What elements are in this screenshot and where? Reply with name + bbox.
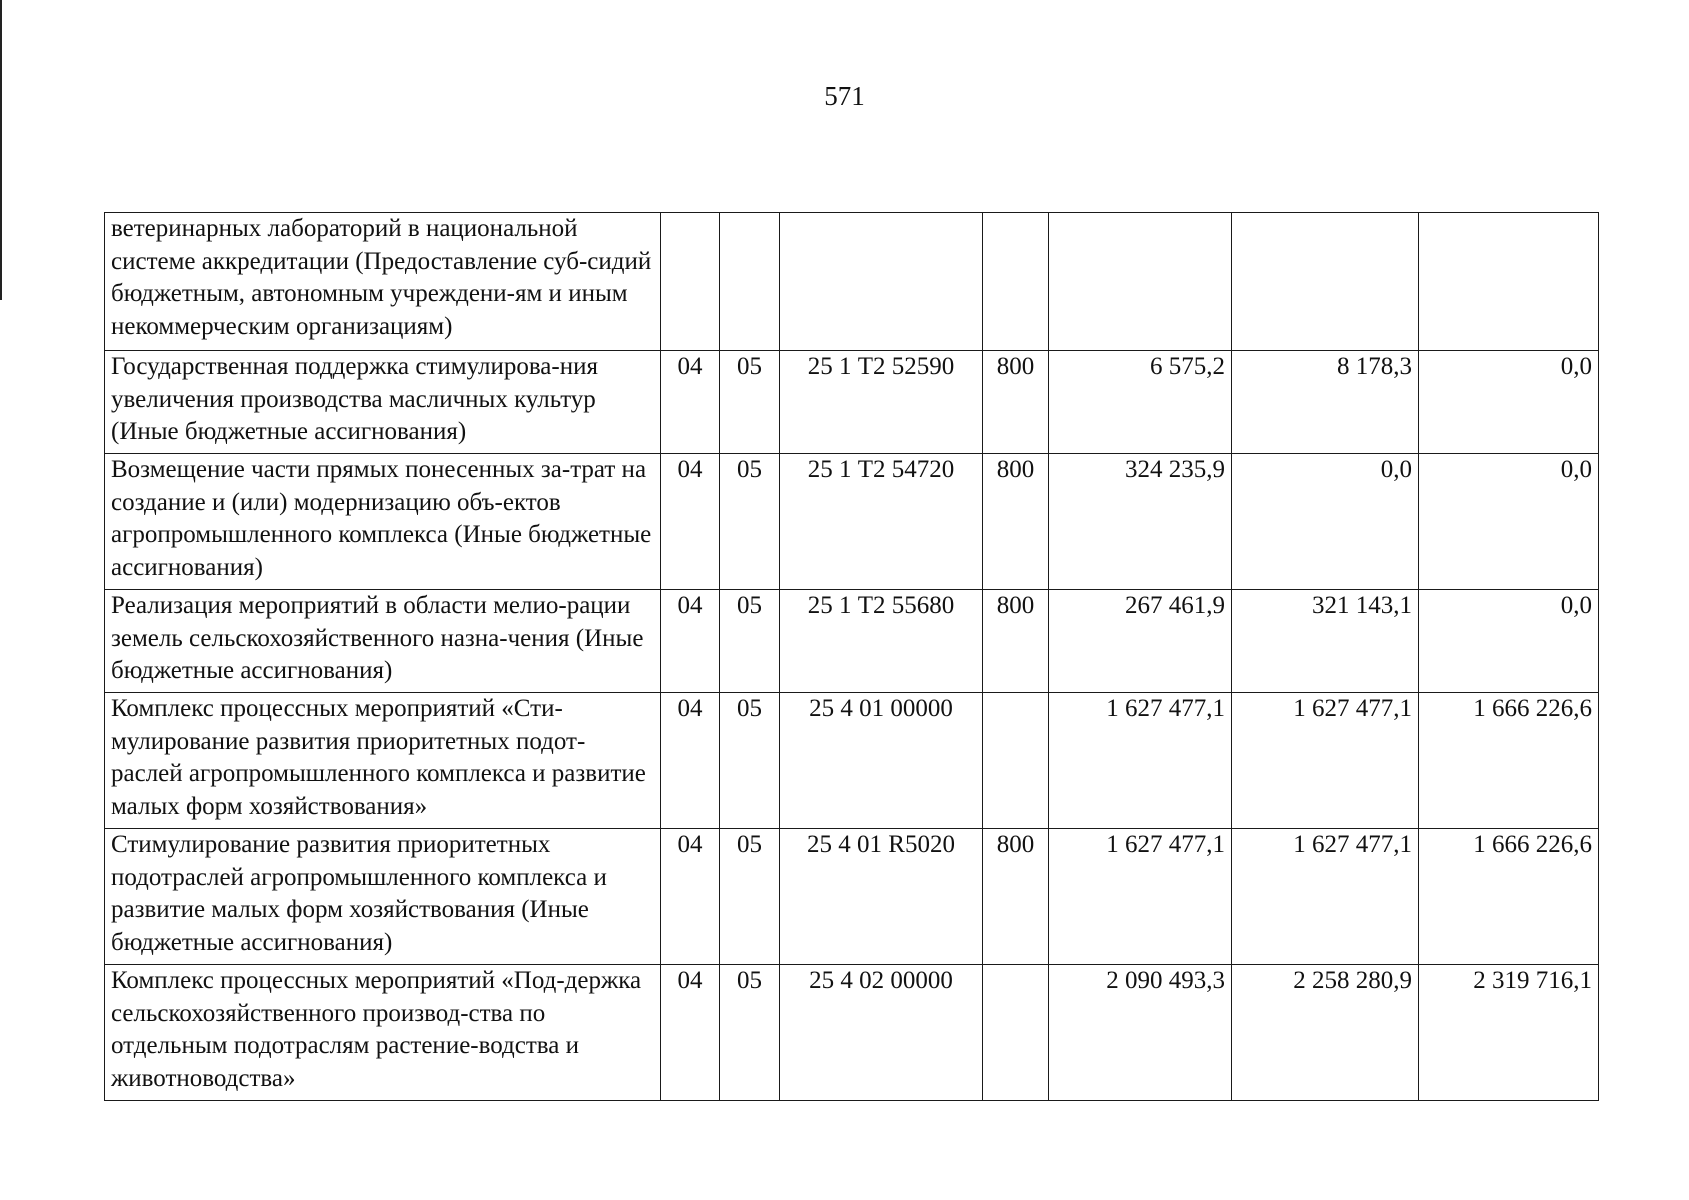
row-amount-3 — [1419, 213, 1599, 351]
row-amount-2: 0,0 — [1232, 454, 1419, 590]
row-description: Возмещение части прямых понесенных за-трат на создание и (или) модернизацию объ-ектов агропромышленного комплекса (Иные бюджетные ассигнования) — [105, 454, 661, 590]
table-row — [105, 213, 1599, 351]
left-edge-tick — [0, 288, 2, 298]
row-description: Реализация мероприятий в области мелио-рации земель сельскохозяйственного назна-чения (Иные бюджетные ассигнования) — [105, 590, 661, 693]
row-amount-1: 267 461,9 — [1049, 590, 1232, 693]
row-amount-2 — [1232, 213, 1419, 351]
row-section: 04 — [661, 965, 720, 1101]
table-row — [105, 693, 1599, 829]
row-expense-type — [983, 213, 1049, 351]
row-amount-3: 1 666 226,6 — [1419, 693, 1599, 829]
row-amount-3: 0,0 — [1419, 351, 1599, 454]
row-amount-1: 2 090 493,3 — [1049, 965, 1232, 1101]
row-subsection: 05 — [720, 351, 780, 454]
row-expense-type: 800 — [983, 454, 1049, 590]
table-row — [105, 454, 1599, 590]
row-section: 04 — [661, 454, 720, 590]
row-subsection: 05 — [720, 829, 780, 965]
row-amount-2: 321 143,1 — [1232, 590, 1419, 693]
table-row — [105, 965, 1599, 1101]
page-number: 571 — [824, 81, 865, 111]
row-amount-1: 6 575,2 — [1049, 351, 1232, 454]
table-row — [105, 829, 1599, 965]
row-section — [661, 213, 720, 351]
row-amount-3: 0,0 — [1419, 590, 1599, 693]
row-description: Комплекс процессных мероприятий «Сти-мулирование развития приоритетных подот-раслей агропромышленного комплекса и развитие малых форм хозяйствования» — [105, 693, 661, 829]
row-description: Стимулирование развития приоритетных подотраслей агропромышленного комплекса и развитие малых форм хозяйствования (Иные бюджетные ассигнования) — [105, 829, 661, 965]
row-subsection: 05 — [720, 965, 780, 1101]
row-target-article: 25 1 Т2 55680 — [780, 590, 983, 693]
budget-table — [104, 212, 1599, 1101]
row-amount-1: 1 627 477,1 — [1049, 829, 1232, 965]
row-expense-type: 800 — [983, 351, 1049, 454]
row-amount-2: 8 178,3 — [1232, 351, 1419, 454]
row-section: 04 — [661, 693, 720, 829]
row-subsection: 05 — [720, 693, 780, 829]
row-expense-type: 800 — [983, 829, 1049, 965]
row-section: 04 — [661, 351, 720, 454]
row-section: 04 — [661, 590, 720, 693]
row-expense-type — [983, 693, 1049, 829]
table-row — [105, 590, 1599, 693]
left-edge-mark — [0, 0, 2, 300]
row-amount-1 — [1049, 213, 1232, 351]
row-description: Комплекс процессных мероприятий «Под-держка сельскохозяйственного производ-ства по отдельным подотраслям растение-водства и животноводства» — [105, 965, 661, 1101]
row-subsection: 05 — [720, 590, 780, 693]
row-target-article: 25 4 01 00000 — [780, 693, 983, 829]
row-subsection: 05 — [720, 454, 780, 590]
row-amount-3: 1 666 226,6 — [1419, 829, 1599, 965]
row-section: 04 — [661, 829, 720, 965]
row-expense-type: 800 — [983, 590, 1049, 693]
row-description: Государственная поддержка стимулирова-ния увеличения производства масличных культур (Иные бюджетные ассигнования) — [105, 351, 661, 454]
row-target-article: 25 4 02 00000 — [780, 965, 983, 1101]
row-amount-2: 2 258 280,9 — [1232, 965, 1419, 1101]
row-target-article: 25 1 Т2 52590 — [780, 351, 983, 454]
row-amount-2: 1 627 477,1 — [1232, 829, 1419, 965]
row-expense-type — [983, 965, 1049, 1101]
row-amount-1: 1 627 477,1 — [1049, 693, 1232, 829]
row-amount-3: 2 319 716,1 — [1419, 965, 1599, 1101]
table-row — [105, 351, 1599, 454]
row-amount-3: 0,0 — [1419, 454, 1599, 590]
row-target-article: 25 4 01 R5020 — [780, 829, 983, 965]
row-amount-2: 1 627 477,1 — [1232, 693, 1419, 829]
row-subsection — [720, 213, 780, 351]
row-target-article: 25 1 Т2 54720 — [780, 454, 983, 590]
row-amount-1: 324 235,9 — [1049, 454, 1232, 590]
row-description: ветеринарных лабораторий в национальной системе аккредитации (Предоставление суб-сидий бюджетным, автономным учреждени-ям и иным некоммерческим организациям) — [105, 213, 661, 351]
row-target-article — [780, 213, 983, 351]
